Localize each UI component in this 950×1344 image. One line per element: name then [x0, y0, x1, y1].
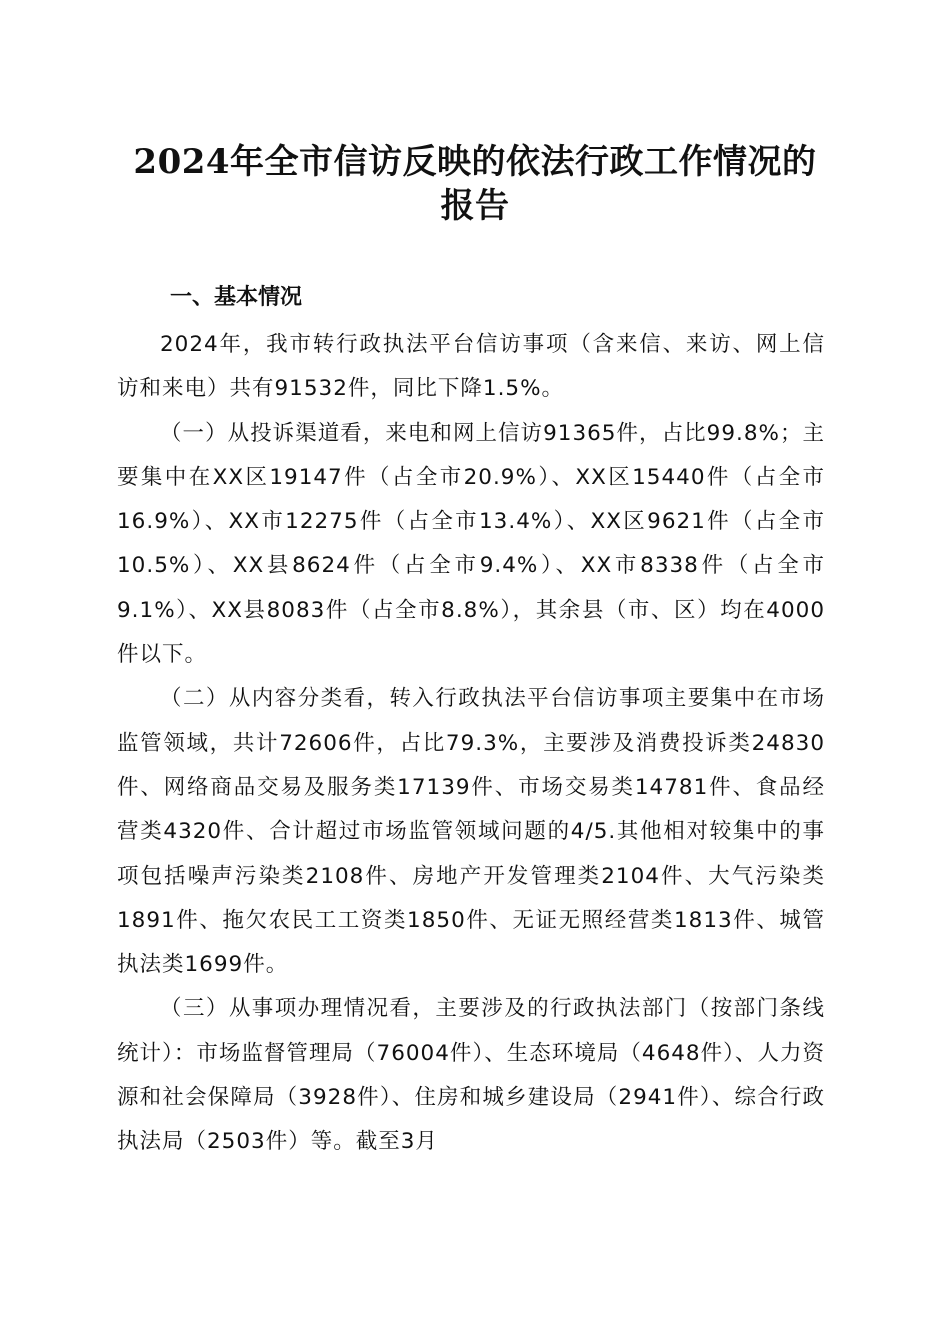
- title-line-1: 2024年全市信访反映的依法行政工作情况的: [133, 142, 817, 182]
- title-line-2: 报告: [440, 186, 510, 226]
- document-body: [117, 323, 825, 1165]
- paragraph-overview: 2024年，我市转行政执法平台信访事项（含来信、来访、网上信访和来电）共有91532件，同比下降1.5%。: [117, 332, 825, 402]
- paragraph-handling-status: （三）从事项办理情况看，主要涉及的行政执法部门（按部门条线统计）：市场监督管理局（76004件）、生态环境局（4648件）、人力资源和社会保障局（3928件）、住房和城乡建设局（2941件）、综合行政执法局（2503件）等。截至3月: [117, 996, 825, 1155]
- document-title: [110, 140, 840, 228]
- section-heading-basic-situation: 一、基本情况: [170, 285, 303, 310]
- paragraph-content-categories: （二）从内容分类看，转入行政执法平台信访事项主要集中在市场监管领域，共计72606件，占比79.3%，主要涉及消费投诉类24830件、网络商品交易及服务类17139件、市场交易类14781件、食品经营类4320件、合计超过市场监管领域问题的4/5.其他相对较集中的事项包括噪声污染类2108件、房地产开发管理类2104件、大气污染类1891件、拖欠农民工工资类1850件、无证无照经营类1813件、城管执法类1699件。: [117, 686, 825, 978]
- paragraph-complaint-channels: （一）从投诉渠道看，来电和网上信访91365件，占比99.8%；主要集中在XX区19147件（占全市20.9%）、XX区15440件（占全市16.9%）、XX市12275件（占全市13.4%）、XX区9621件（占全市10.5%）、XX县8624件（占全市9.4%）、XX市8338件（占全市9.1%）、XX县8083件（占全市8.8%），其余县（市、区）均在4000件以下。: [117, 420, 825, 668]
